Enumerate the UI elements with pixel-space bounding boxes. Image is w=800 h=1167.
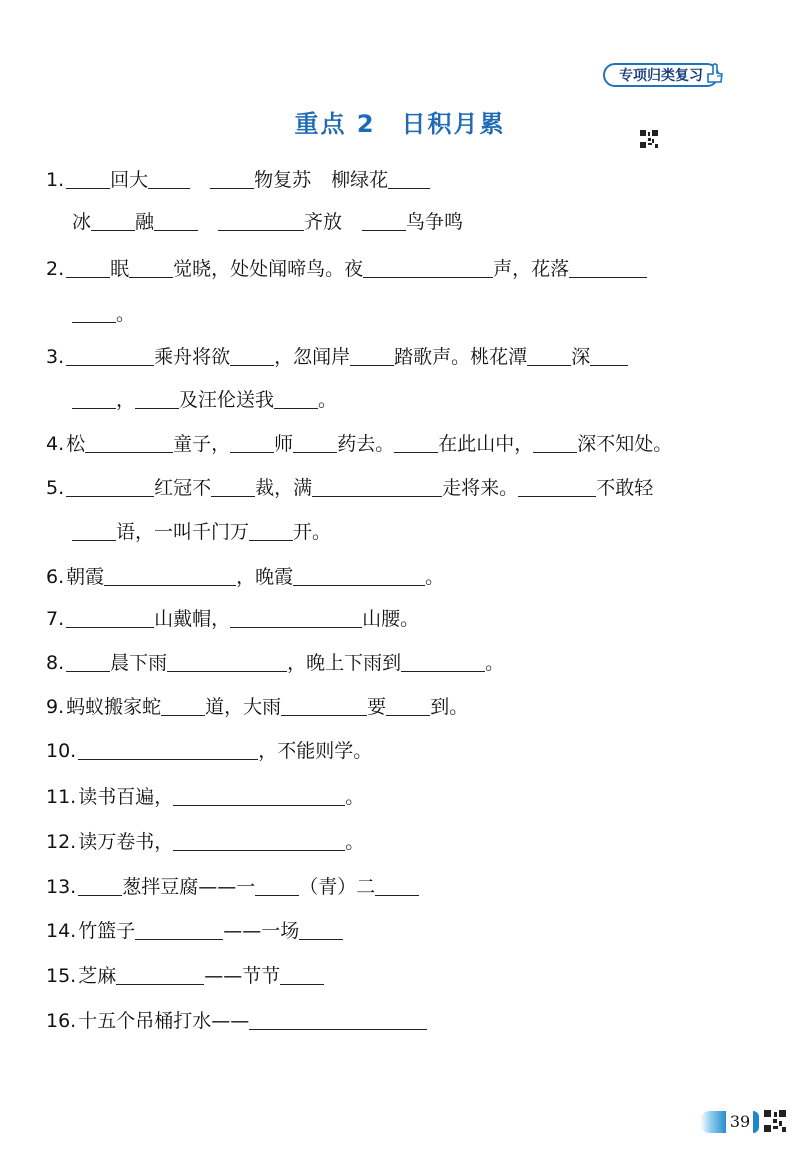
question-text: 踏歌声。桃花潭 (394, 346, 528, 368)
blank[interactable] (78, 739, 258, 760)
question-text: 走将来。 (442, 477, 519, 499)
question-text: 及汪伦送我 (179, 389, 275, 411)
question-number: 9. (46, 696, 65, 718)
question-1-line-2 (72, 210, 463, 234)
question-text: 乘舟将欲 (154, 346, 231, 368)
question-7 (46, 607, 419, 631)
question-text: 药去。 (337, 433, 395, 455)
question-6 (46, 565, 444, 589)
question-number: 5. (46, 477, 65, 499)
question-text: 开。 (293, 521, 332, 543)
blank[interactable] (350, 345, 394, 366)
question-number: 15. (46, 965, 77, 987)
blank[interactable] (210, 168, 254, 189)
question-10 (46, 739, 372, 763)
blank[interactable] (211, 476, 255, 497)
question-9 (46, 695, 468, 719)
page-number: 39 (726, 1110, 754, 1134)
question-number: 6. (46, 566, 65, 588)
question-text: 觉晓，处处闻啼鸟。夜 (173, 258, 364, 280)
question-number: 14. (46, 920, 77, 942)
question-number: 4. (46, 433, 65, 455)
blank[interactable] (255, 875, 299, 896)
question-text: ——节节 (204, 965, 281, 987)
blank[interactable] (148, 168, 190, 189)
blank[interactable] (249, 520, 293, 541)
question-text: 道，大雨 (205, 696, 282, 718)
question-2 (46, 257, 647, 281)
question-number: 10. (46, 740, 77, 762)
question-text: 童子， (173, 433, 231, 455)
blank[interactable] (91, 210, 135, 231)
blank[interactable] (230, 432, 274, 453)
blank[interactable] (72, 302, 116, 323)
blank[interactable] (386, 695, 430, 716)
pointing-hand-icon (705, 62, 725, 84)
section-tag: 专项归类复习 (603, 63, 719, 87)
question-number: 8. (46, 652, 65, 674)
blank[interactable] (274, 388, 318, 409)
blank[interactable] (533, 432, 577, 453)
question-text: 深 (571, 346, 591, 368)
question-text: ，不能则学。 (258, 740, 373, 762)
question-text: 在此山中， (438, 433, 534, 455)
question-text: 眠 (110, 258, 130, 280)
question-text: 。 (116, 303, 136, 325)
question-number: 12. (46, 831, 77, 853)
question-text: 裁，满 (255, 477, 313, 499)
question-number: 1. (46, 169, 65, 191)
blank[interactable] (293, 565, 425, 586)
blank[interactable] (72, 520, 116, 541)
blank[interactable] (66, 257, 110, 278)
question-text: 到。 (430, 696, 469, 718)
blank[interactable] (85, 432, 173, 453)
question-15 (46, 964, 324, 988)
blank[interactable] (161, 695, 205, 716)
question-number: 3. (46, 346, 65, 368)
question-text: 不敢轻 (596, 477, 654, 499)
blank[interactable] (173, 830, 345, 851)
question-number: 2. (46, 258, 65, 280)
blank[interactable] (173, 785, 345, 806)
blank[interactable] (249, 1009, 427, 1030)
question-16 (46, 1009, 427, 1033)
blank[interactable] (569, 257, 647, 278)
blank[interactable] (394, 432, 438, 453)
question-text: 融 (135, 211, 155, 233)
blank[interactable] (518, 476, 596, 497)
blank[interactable] (299, 919, 343, 940)
question-3-line-2 (72, 388, 337, 412)
question-text: ——一场 (223, 920, 300, 942)
blank[interactable] (66, 651, 110, 672)
question-number: 13. (46, 876, 77, 898)
page-number-cap (753, 1111, 759, 1133)
blank[interactable] (388, 168, 430, 189)
page-number-bar (700, 1111, 728, 1133)
blank[interactable] (167, 651, 287, 672)
blank[interactable] (66, 168, 110, 189)
question-5 (46, 476, 653, 500)
blank[interactable] (129, 257, 173, 278)
question-2-line-2 (72, 302, 135, 326)
question-text: 读万卷书， (78, 831, 174, 853)
blank[interactable] (401, 651, 485, 672)
question-text: 红冠不 (154, 477, 212, 499)
blank[interactable] (312, 476, 442, 497)
question-1 (46, 168, 430, 192)
question-text: 回大 (110, 169, 149, 191)
question-text: 语，一叫千门万 (116, 521, 250, 543)
blank[interactable] (527, 345, 571, 366)
question-number: 11. (46, 786, 77, 808)
blank[interactable] (116, 964, 204, 985)
question-text: 物复苏 (254, 169, 312, 191)
question-text: 晨下雨 (110, 652, 168, 674)
blank[interactable] (66, 476, 154, 497)
blank[interactable] (78, 875, 122, 896)
question-text: ， (116, 389, 136, 411)
question-text: 冰 (72, 211, 92, 233)
blank[interactable] (135, 919, 223, 940)
question-13 (46, 875, 419, 899)
question-text: 。 (318, 389, 338, 411)
blank[interactable] (281, 695, 367, 716)
blank[interactable] (154, 210, 198, 231)
title-number: 重点 2 (294, 110, 376, 138)
question-3 (46, 345, 628, 369)
question-number: 16. (46, 1010, 77, 1032)
question-text: 山戴帽， (154, 608, 231, 630)
page-number-badge (700, 1109, 758, 1135)
question-text: 山腰。 (362, 608, 420, 630)
question-12 (46, 830, 364, 854)
question-text: 。 (345, 786, 365, 808)
question-text: 芝麻 (78, 965, 117, 987)
question-number: 7. (46, 608, 65, 630)
question-14 (46, 919, 343, 943)
blank[interactable] (66, 607, 154, 628)
blank[interactable] (363, 257, 493, 278)
blank[interactable] (230, 607, 362, 628)
question-11 (46, 785, 364, 809)
question-text: ，晚上下雨到 (287, 652, 402, 674)
question-text: 齐放 (304, 211, 343, 233)
blank[interactable] (362, 210, 406, 231)
blank[interactable] (135, 388, 179, 409)
question-text: 蚂蚁搬家蛇 (66, 696, 162, 718)
question-text: 。 (345, 831, 365, 853)
question-text: 柳绿花 (331, 169, 389, 191)
title-text: 日积月累 (401, 110, 506, 138)
question-5-line-2 (72, 520, 331, 544)
question-text: 深不知处。 (577, 433, 673, 455)
qr-code-icon (640, 130, 658, 148)
blank[interactable] (280, 964, 324, 985)
blank[interactable] (72, 388, 116, 409)
question-text: 师 (274, 433, 294, 455)
blank[interactable] (218, 210, 304, 231)
question-text: 声，花落 (493, 258, 570, 280)
question-text: （青）二 (299, 876, 376, 898)
question-text: 朝霞 (66, 566, 105, 588)
blank[interactable] (375, 875, 419, 896)
question-text: 葱拌豆腐——一 (122, 876, 256, 898)
question-text: 。 (485, 652, 505, 674)
question-text: 十五个吊桶打水—— (78, 1010, 250, 1032)
blank[interactable] (230, 345, 274, 366)
blank[interactable] (590, 345, 628, 366)
blank[interactable] (66, 345, 154, 366)
qr-code-icon (764, 1110, 786, 1132)
question-text: 松 (66, 433, 86, 455)
question-4 (46, 432, 672, 456)
question-text: 竹篮子 (78, 920, 136, 942)
question-8 (46, 651, 504, 675)
question-text: 鸟争鸣 (406, 211, 464, 233)
question-text: ，晚霞 (236, 566, 294, 588)
page-title (0, 104, 800, 139)
blank[interactable] (293, 432, 337, 453)
question-text: 读书百遍， (78, 786, 174, 808)
question-text: 。 (425, 566, 445, 588)
blank[interactable] (104, 565, 236, 586)
question-text: ，忽闻岸 (274, 346, 351, 368)
question-text: 要 (367, 696, 387, 718)
